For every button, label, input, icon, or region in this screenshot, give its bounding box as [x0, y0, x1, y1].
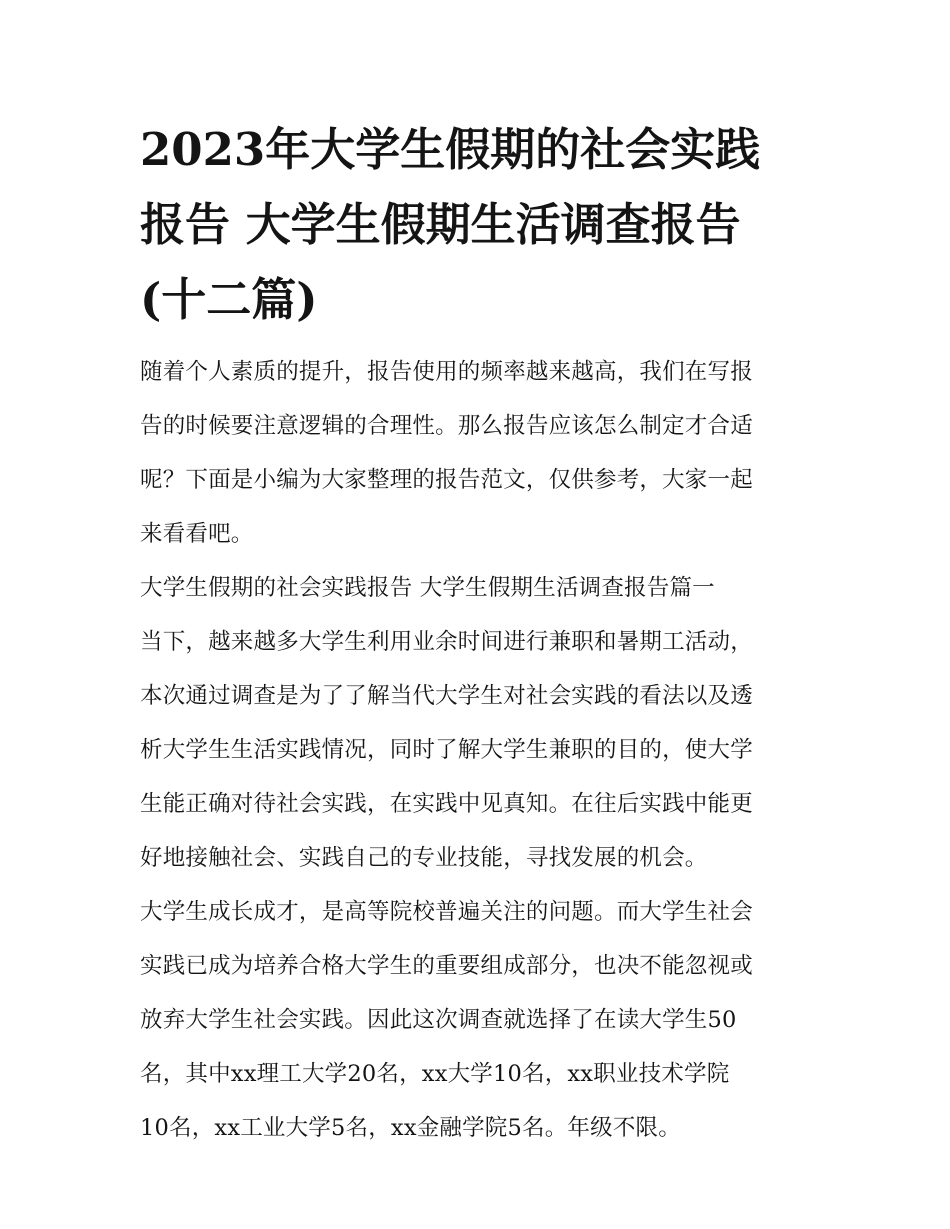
body-line: 放弃大学生社会实践。因此这次调查就选择了在读大学生50	[140, 1007, 737, 1033]
body-line: 呢？下面是小编为大家整理的报告范文，仅供参考，大家一起	[140, 467, 753, 493]
document-title	[140, 112, 812, 337]
body-line: 本次通过调查是为了了解当代大学生对社会实践的看法以及透	[140, 683, 753, 709]
body-line: 好地接触社会、实践自己的专业技能，寻找发展的机会。	[140, 845, 708, 871]
body-line: 随着个人素质的提升，报告使用的频率越来越高，我们在写报	[140, 359, 753, 385]
body-line: 析大学生生活实践情况，同时了解大学生兼职的目的，使大学	[140, 737, 753, 763]
body-line: 生能正确对待社会实践，在实践中见真知。在往后实践中能更	[140, 791, 753, 817]
body-line: 实践已成为培养合格大学生的重要组成部分，也决不能忽视或	[140, 953, 753, 979]
section-heading: 大学生假期的社会实践报告 大学生假期生活调查报告篇一	[140, 575, 715, 601]
body-line: 10名，xx工业大学5名，xx金融学院5名。年级不限。	[140, 1115, 681, 1141]
body-line: 告的时候要注意逻辑的合理性。那么报告应该怎么制定才合适	[140, 413, 753, 439]
document-body	[140, 345, 812, 1155]
document-content	[140, 112, 812, 1155]
title-line-3: (十二篇)	[140, 273, 318, 326]
body-line: 名，其中xx理工大学20名，xx大学10名，xx职业技术学院	[140, 1061, 730, 1087]
body-line: 大学生成长成才，是高等院校普遍关注的问题。而大学生社会	[140, 899, 753, 925]
title-line-1: 2023年大学生假期的社会实践	[140, 123, 761, 176]
title-line-2: 报告 大学生假期生活调查报告	[140, 198, 741, 251]
body-line: 当下，越来越多大学生利用业余时间进行兼职和暑期工活动，	[140, 629, 753, 655]
body-line: 来看看吧。	[140, 521, 254, 547]
